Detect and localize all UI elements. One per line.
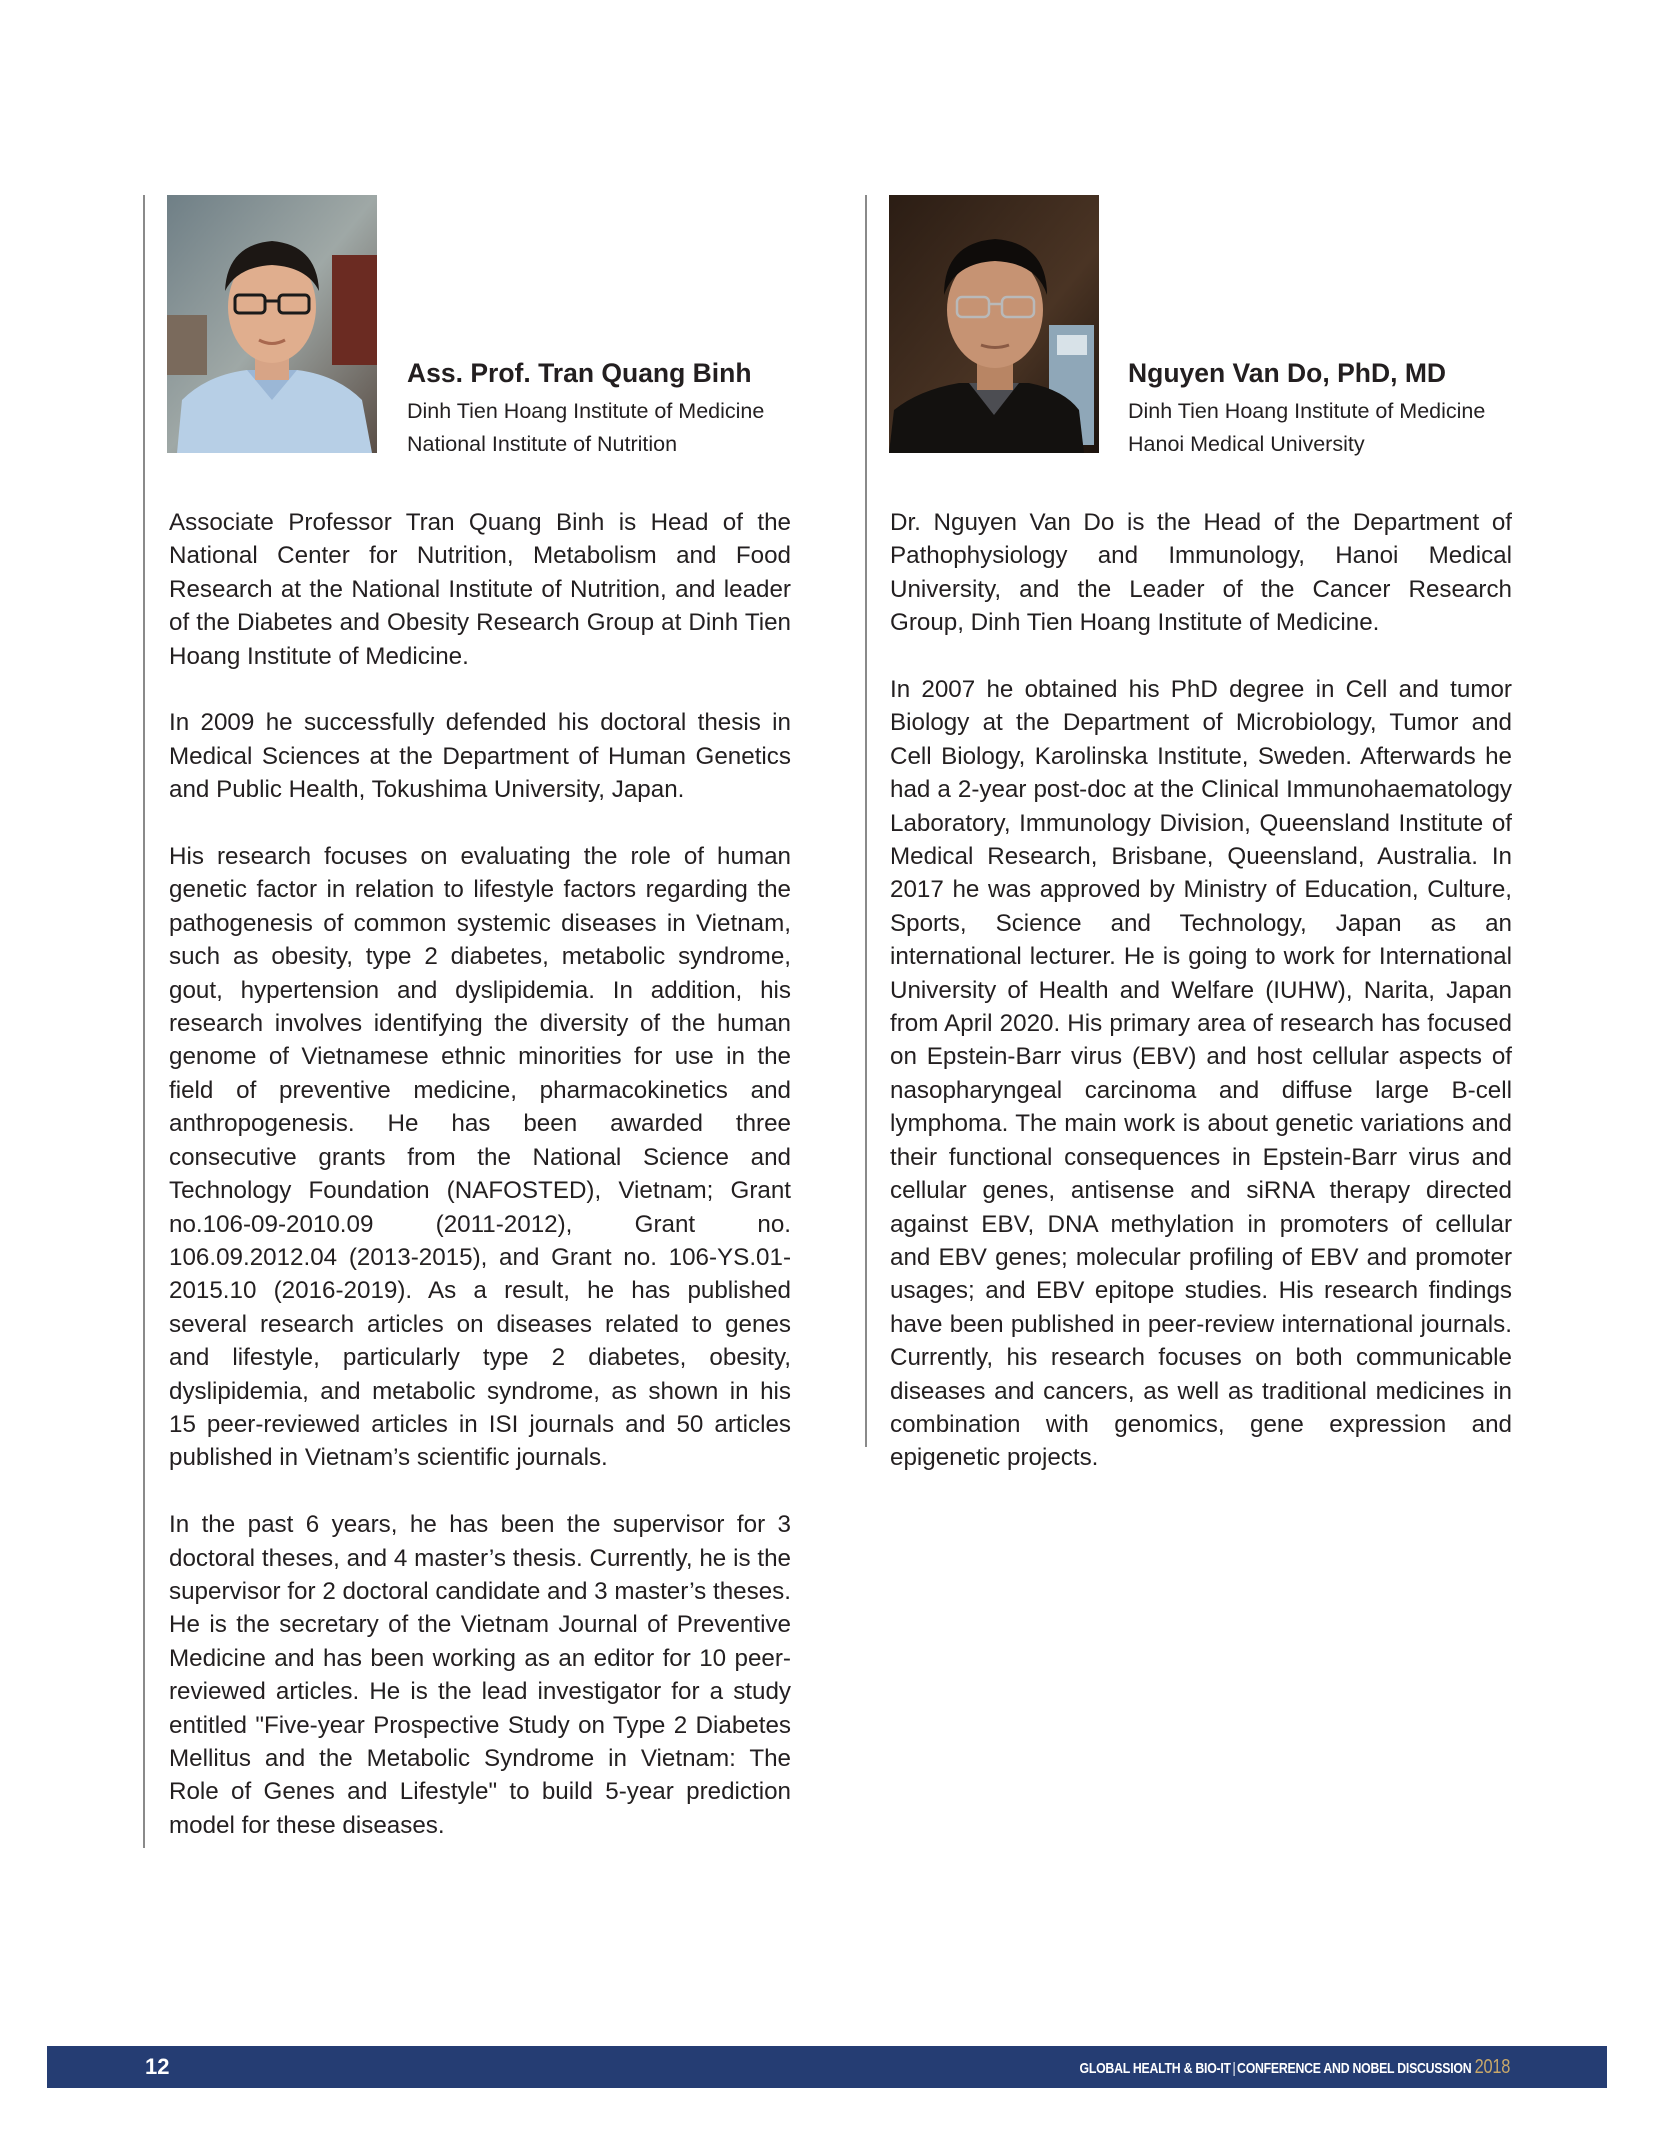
portrait-photo-tran-quang-binh [167,195,377,453]
conference-title-part2: CONFERENCE AND NOBEL DISCUSSION [1236,2060,1472,2077]
bio-paragraph: Associate Professor Tran Quang Binh is Head of the National Center for Nutrition, Metabolism and Food Research at the National Institute of Nutrition, and leader of the Diabetes and Obesity Research Group at Dinh Tien Hoang Institute of Medicine. [169,509,791,670]
profile-biography-tran-quang-binh [169,506,791,1876]
left-column-rule [143,195,145,1848]
bio-paragraph: His research focuses on evaluating the role of human genetic factor in relation to lifestyle factors regarding the pathogenesis of common systemic diseases in Vietnam, such as obesity, type 2 diabetes, metabolic syndrome, gout, hypertension and dyslipidemia. In addition, his research involves identifying the diversity of the human genome of Vietnamese ethnic minorities for use in the field of preventive medicine, pharmacokinetics and anthropogenesis. He has been awarded three consecutive grants from the National Science and Technology Foundation (NAFOSTED), Vietnam; Grant no.106-09-2010.09 (2011-2012), Grant no. 106.09.2012.04 (2013-2015), and Grant no. 106-YS.01-2015.10 (2016-2019). As a result, he has published several research articles on diseases related to genes and lifestyle, particularly type 2 diabetes, obesity, dyslipidemia, and metabolic syndrome, as shown in his 15 peer-reviewed articles in ISI journals and 50 articles published in Vietnam’s scientific journals. [169,843,791,1472]
profile-affiliation: Hanoi Medical University [1128,432,1365,456]
profile-header-tran-quang-binh [407,355,764,461]
right-column-rule [865,195,867,1447]
profile-biography-nguyen-van-do [890,506,1512,1508]
bio-paragraph: In 2007 he obtained his PhD degree in Cell and tumor Biology at the Department of Microbiology, Tumor and Cell Biology, Karolinska Institute, Sweden. Afterwards he had a 2-year post-doc at the Clinical Immunohaematology Laboratory, Immunology Division, Queensland Institute of Medical Research, Brisbane, Queensland, Australia. In 2017 he was approved by Ministry of Education, Culture, Sports, Science and Technology, Japan as an international lecturer. He is going to work for International University of Health and Welfare (IUHW), Narita, Japan from April 2020. His primary area of research has focused on Epstein-Barr virus (EBV) and host cellular aspects of nasopharyngeal carcinoma and diffuse large B-cell lymphoma. The main work is about genetic variations and their functional consequences in Epstein-Barr virus and cellular genes, antisense and siRNA therapy directed against EBV, DNA methylation in promoters of cellular and EBV genes; molecular profiling of EBV and promoter usages; and EBV epitope studies. His research findings have been published in peer-review international journals. Currently, his research focuses on both communicable diseases and cancers, as well as traditional medicines in combination with genomics, gene expression and epigenetic projects. [890,676,1512,1472]
bio-paragraph: In 2009 he successfully defended his doctoral thesis in Medical Sciences at the Department of Human Genetics and Public Health, Tokushima University, Japan. [169,709,791,804]
page-number: 12 [145,2054,170,2079]
profile-affiliation: Dinh Tien Hoang Institute of Medicine [407,399,765,423]
conference-year: 2018 [1474,2056,1510,2078]
footer-bar [47,2046,1607,2088]
conference-title [1079,2046,1510,2090]
profile-affiliation: National Institute of Nutrition [407,432,678,456]
profile-name: Nguyen Van Do, PhD, MD [1128,358,1447,388]
conference-title-part1: GLOBAL HEALTH & BIO-IT [1079,2060,1231,2077]
bio-paragraph: Dr. Nguyen Van Do is the Head of the Department of Pathophysiology and Immunology, Hanoi Medical University, and the Leader of the Cancer Research Group, Dinh Tien Hoang Institute of Medicine. [890,509,1512,637]
profile-header-nguyen-van-do [1128,355,1485,461]
portrait-photo-nguyen-van-do [889,195,1099,453]
conference-title-separator: | [1232,2060,1236,2077]
profile-name: Ass. Prof. Tran Quang Binh [407,358,752,388]
bio-paragraph: In the past 6 years, he has been the supervisor for 3 doctoral theses, and 4 master’s thesis. Currently, he is the supervisor for 2 doctoral candidate and 3 master’s theses. He is the secretary of the Vietnam Journal of Preventive Medicine and has been working as an editor for 10 peer-reviewed articles. He is the lead investigator for a study entitled "Five-year Prospective Study on Type 2 Diabetes Mellitus and the Metabolic Syndrome in Vietnam: The Role of Genes and Lifestyle" to build 5-year prediction model for these diseases. [169,1511,791,1839]
profile-affiliation: Dinh Tien Hoang Institute of Medicine [1128,399,1486,423]
